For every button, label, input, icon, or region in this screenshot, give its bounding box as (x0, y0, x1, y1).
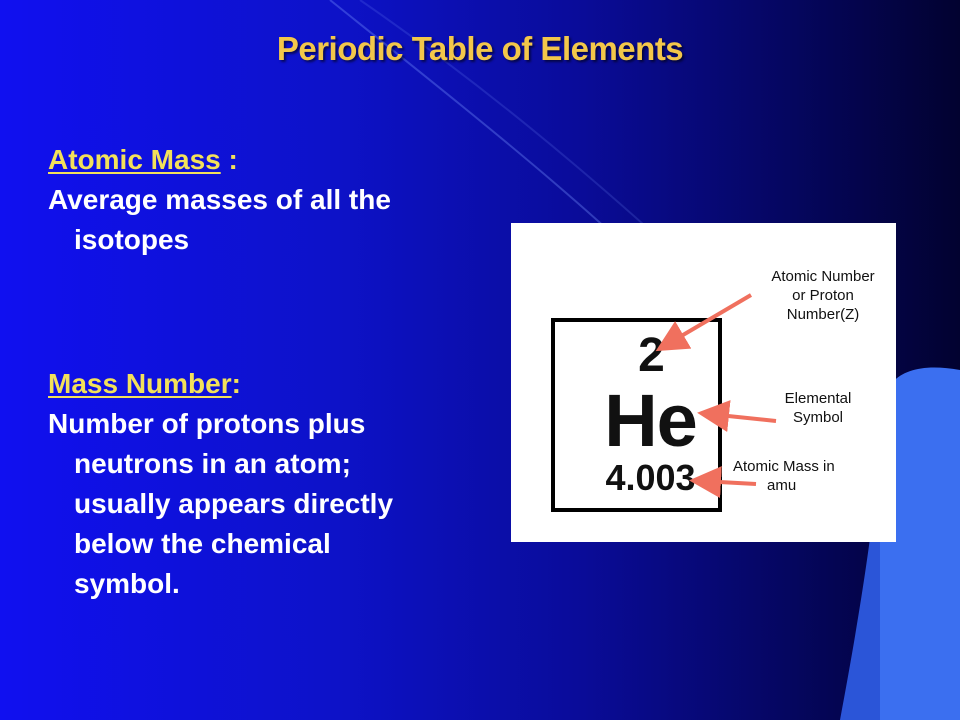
mass-number-definition-line: neutrons in an atom; (74, 448, 351, 479)
mass-number-definition-line: below the chemical (74, 528, 331, 559)
atomic-number-arrow (666, 295, 751, 345)
atomic-mass-definition-line: Average masses of all the (48, 184, 391, 215)
annotation-line: Atomic Mass in (733, 458, 835, 475)
atomic-mass-block (48, 140, 391, 260)
mass-number-definition-line: Number of protons plus (48, 408, 366, 439)
slide-title: Periodic Table of Elements (276, 30, 684, 67)
mass-number-block (48, 364, 393, 604)
atomic-mass-value: 4.003 (605, 457, 696, 498)
annotation-line: Atomic Number (771, 268, 875, 285)
mass-annotation (733, 457, 873, 495)
atomic-number: 2 (638, 329, 665, 382)
atomic-number-annotation (743, 267, 903, 324)
atomic-mass-heading (48, 140, 391, 180)
mass-number-term: Mass Number (48, 368, 232, 399)
mass-number-colon: : (231, 368, 241, 399)
mass-number-definition-line: usually appears directly (74, 488, 394, 519)
annotation-line: or Proton (792, 287, 854, 304)
annotation-line: Elemental (784, 390, 852, 407)
helium-element-figure (511, 223, 896, 542)
atomic-mass-term: Atomic Mass (48, 144, 221, 175)
element-symbol: He (604, 379, 697, 462)
annotation-line: amu (767, 477, 797, 494)
mass-number-definition-line: symbol. (74, 568, 180, 599)
symbol-annotation (763, 389, 873, 427)
annotation-line: Number(Z) (786, 306, 860, 323)
mass-number-heading (48, 364, 393, 404)
atomic-mass-definition-line: isotopes (74, 224, 190, 255)
atomic-mass-colon: : (220, 144, 238, 175)
annotation-line: Symbol (792, 409, 844, 426)
